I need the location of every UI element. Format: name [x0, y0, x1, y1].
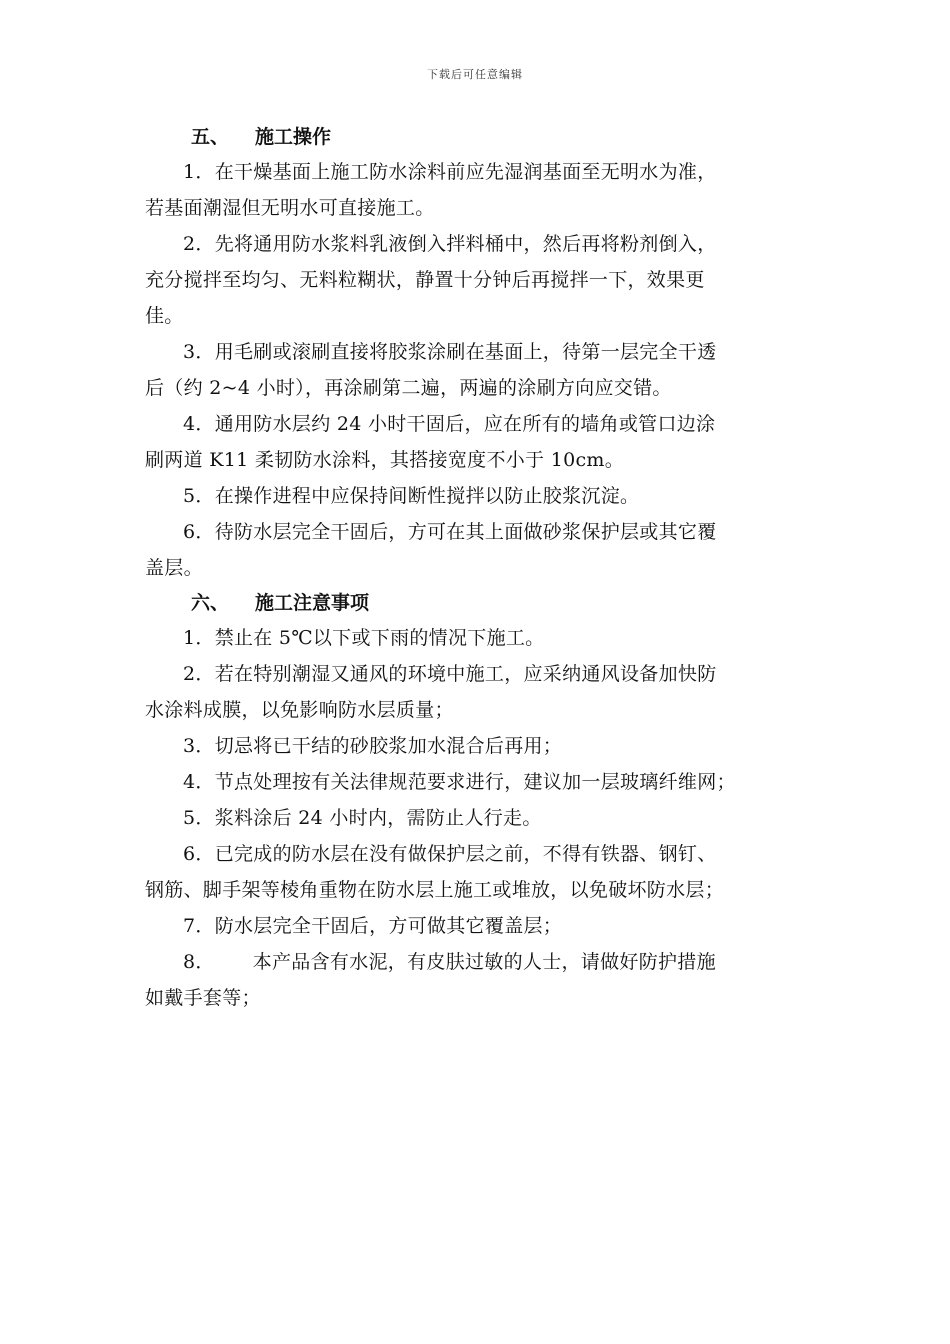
section-title: 施工注意事项: [255, 592, 370, 614]
paragraph-item: [145, 620, 813, 656]
item-number: 8．: [183, 951, 215, 973]
text-line: 2．若在特别潮湿又通风的环境中施工，应采纳通风设备加快防: [183, 663, 717, 685]
paragraph-item: [145, 656, 813, 728]
paragraph-item: [145, 334, 813, 406]
text-line: 5．在操作进程中应保持间断性搅拌以防止胶浆沉淀。: [183, 485, 640, 507]
text-line: 1．在干燥基面上施工防水涂料前应先湿润基面至无明水为准，: [183, 161, 717, 183]
text-line: 后（约 2~4 小时），再涂刷第二遍，两遍的涂刷方向应交错。: [145, 377, 672, 399]
paragraph-item: [145, 764, 813, 800]
text-line: 佳。: [145, 305, 184, 327]
paragraph-item: [145, 226, 813, 334]
paragraph-item: [145, 908, 813, 944]
text-line: 4．节点处理按有关法律规范要求进行，建议加一层玻璃纤维网；: [183, 771, 736, 793]
paragraph-item: [145, 944, 813, 1016]
section-heading-5: [145, 120, 813, 154]
text-line: 5．浆料涂后 24 小时内，需防止人行走。: [183, 807, 542, 829]
text-line: [145, 944, 813, 980]
paragraph-item: [145, 800, 813, 836]
section-number: 五、: [191, 126, 230, 148]
document-body: [145, 120, 813, 1016]
paragraph-item: [145, 728, 813, 764]
text-line: 1．禁止在 5℃以下或下雨的情况下施工。: [183, 627, 545, 649]
section-number: 六、: [191, 592, 230, 614]
page-header: 下载后可任意编辑: [427, 68, 523, 81]
paragraph-item: [145, 836, 813, 908]
paragraph-item: [145, 154, 813, 226]
text-line: 3．切忌将已干结的砂胶浆加水混合后再用；: [183, 735, 563, 757]
paragraph-item: [145, 514, 813, 586]
section-title: 施工操作: [255, 126, 332, 148]
text-line: 4．通用防水层约 24 小时干固后，应在所有的墙角或管口边涂: [183, 413, 716, 435]
text-line: 刷两道 K11 柔韧防水涂料，其搭接宽度不小于 10cm。: [145, 449, 625, 471]
text-line: 钢筋、脚手架等棱角重物在防水层上施工或堆放，以免破坏防水层；: [145, 879, 725, 901]
section-heading-6: [145, 586, 813, 620]
text-line: 2．先将通用防水浆料乳液倒入拌料桶中，然后再将粉剂倒入，: [183, 233, 717, 255]
text-line: 如戴手套等；: [145, 987, 261, 1009]
item-text: 本产品含有水泥，有皮肤过敏的人士，请做好防护措施: [252, 951, 716, 973]
text-line: 6．待防水层完全干固后，方可在其上面做砂浆保护层或其它覆: [183, 521, 717, 543]
text-line: 6．已完成的防水层在没有做保护层之前，不得有铁器、钢钉、: [183, 843, 717, 865]
text-line: 3．用毛刷或滚刷直接将胶浆涂刷在基面上，待第一层完全干透: [183, 341, 717, 363]
text-line: 水涂料成膜，以免影响防水层质量；: [145, 699, 454, 721]
text-line: 若基面潮湿但无明水可直接施工。: [145, 197, 435, 219]
paragraph-item: [145, 406, 813, 478]
paragraph-item: [145, 478, 813, 514]
text-line: 盖层。: [145, 557, 203, 579]
text-line: 充分搅拌至均匀、无料粒糊状，静置十分钟后再搅拌一下，效果更: [145, 269, 705, 291]
text-line: 7．防水层完全干固后，方可做其它覆盖层；: [183, 915, 563, 937]
